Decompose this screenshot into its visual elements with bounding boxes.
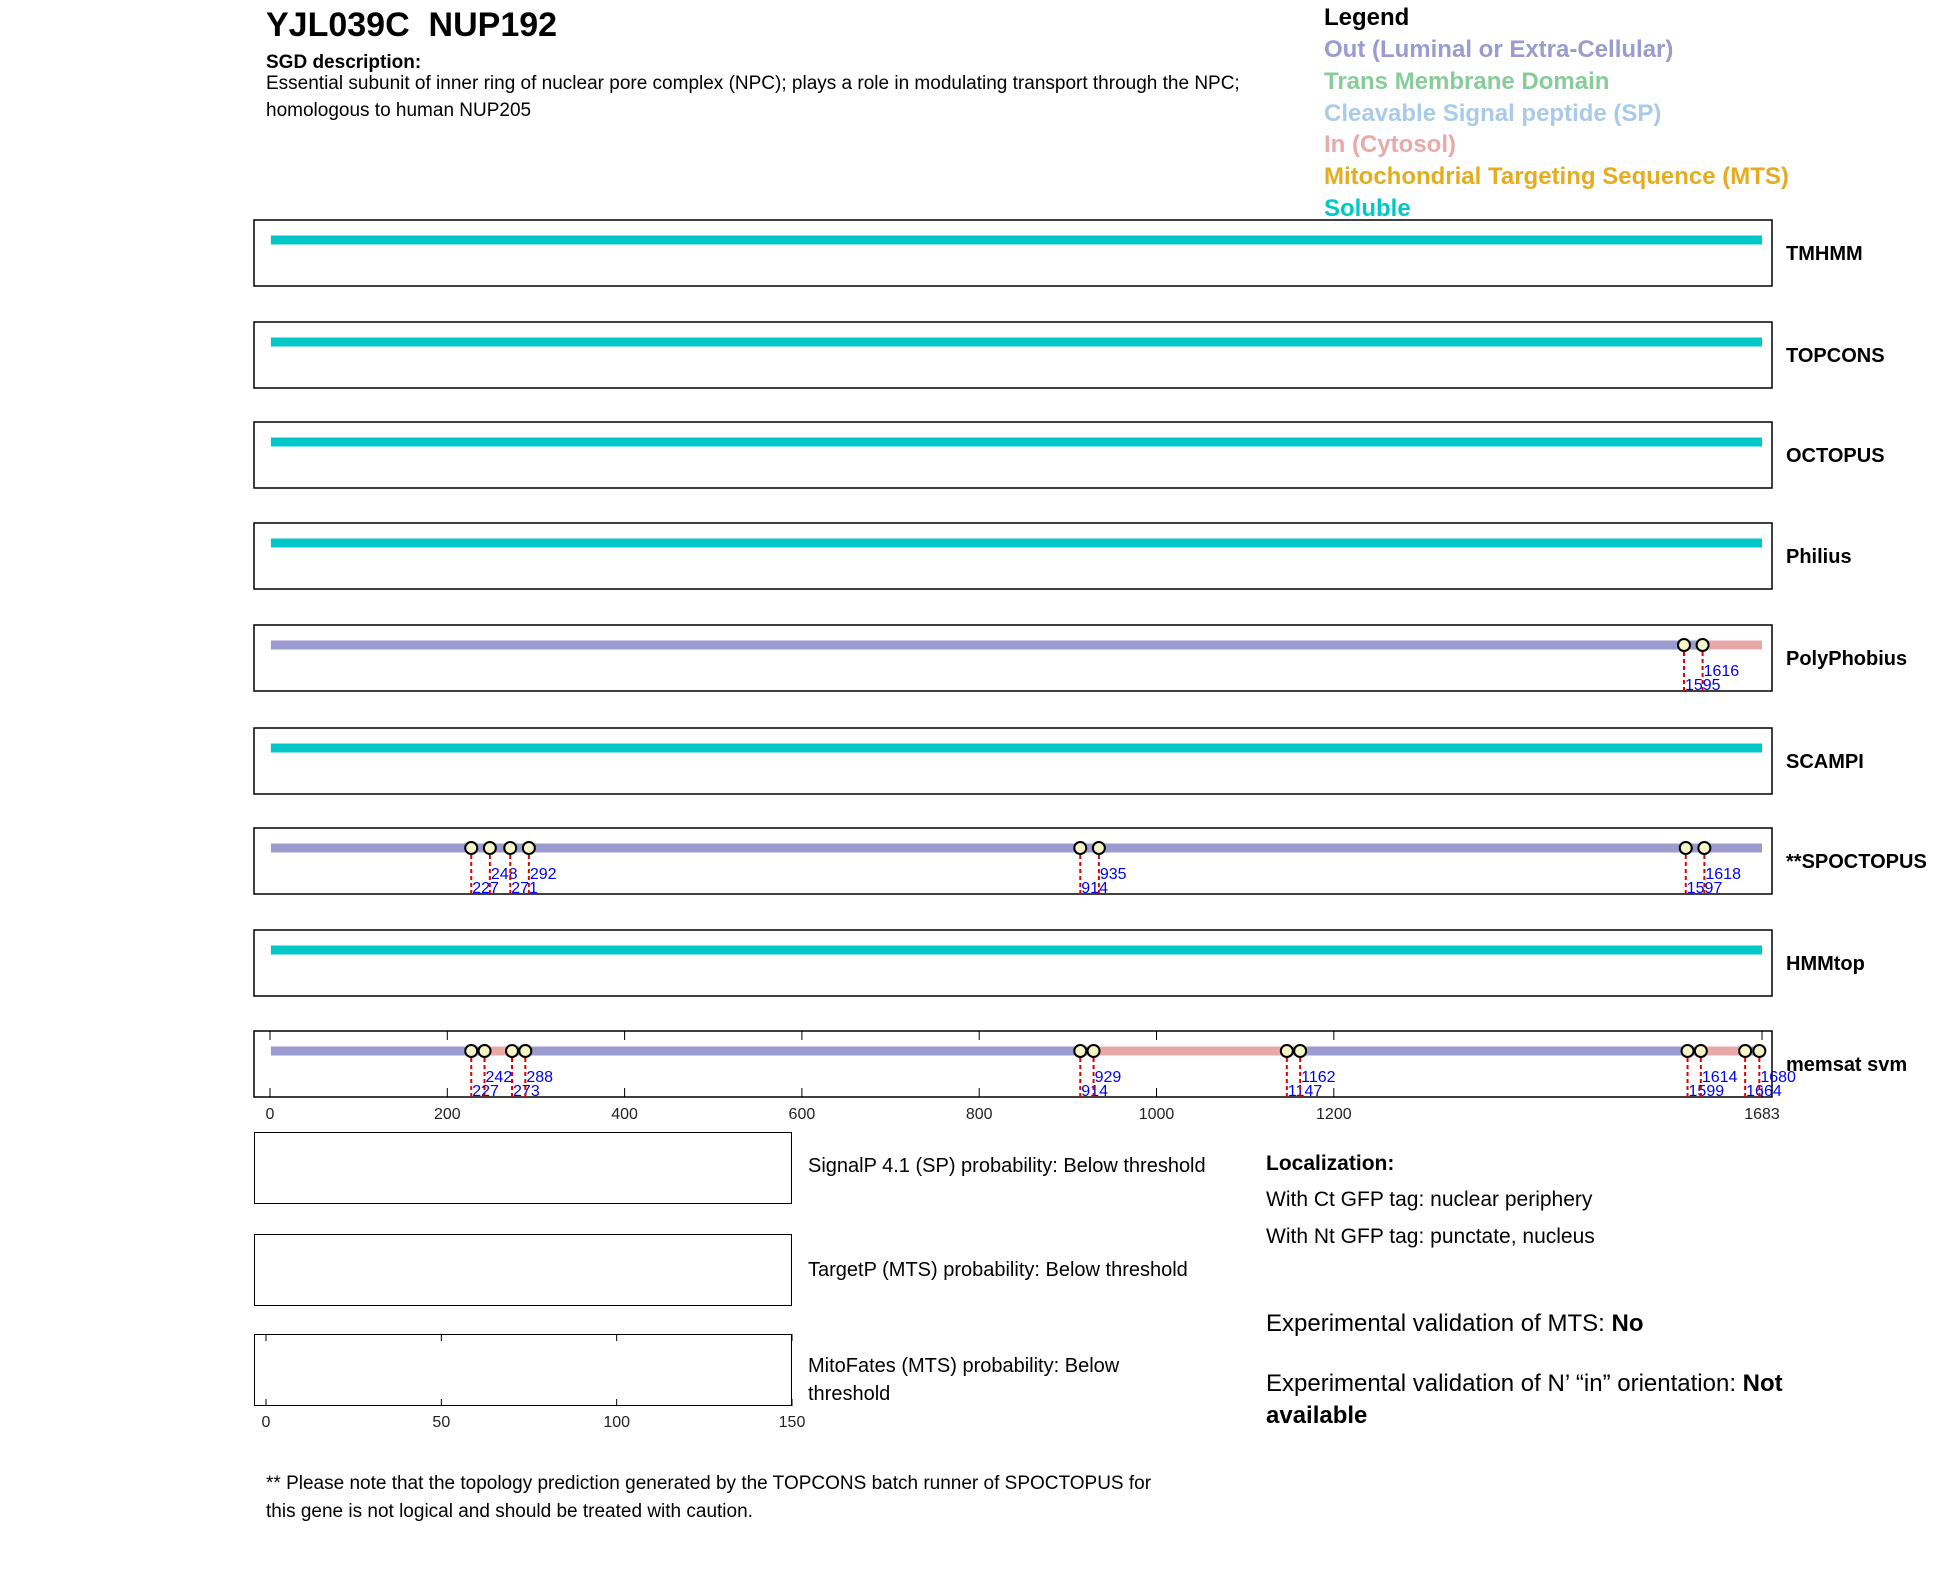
boundary-marker <box>1093 842 1105 854</box>
track-frame-topcons <box>254 322 1772 388</box>
track-label-hmmtop: HMMtop <box>1786 953 1865 975</box>
targetp-plot <box>254 1234 792 1306</box>
track-label-polyphobius: PolyPhobius <box>1786 648 1908 670</box>
boundary-marker <box>523 842 535 854</box>
track-label-tmhmm: TMHMM <box>1786 243 1863 265</box>
mitofates-text-line2: threshold <box>808 1383 891 1405</box>
boundary-marker <box>1074 1045 1086 1057</box>
boundary-label: 1616 <box>1703 663 1740 680</box>
boundary-marker <box>506 1045 518 1057</box>
boundary-label: 273 <box>513 1083 540 1100</box>
boundary-marker <box>1682 1045 1694 1057</box>
boundary-label: 935 <box>1099 866 1127 883</box>
x-tick-label: 600 <box>788 1106 816 1123</box>
boundary-label: 1614 <box>1701 1069 1738 1086</box>
signalp-plot <box>254 1132 792 1204</box>
legend-item-in: In (Cytosol) <box>1324 131 1456 158</box>
experimental-mts-value: No <box>1611 1310 1644 1337</box>
boundary-label: 288 <box>526 1069 554 1086</box>
boundary-label: 248 <box>490 866 518 883</box>
mitofates-text-line1: MitoFates (MTS) probability: Below <box>808 1355 1120 1377</box>
boundary-label: 242 <box>485 1069 513 1086</box>
legend-item-sp: Cleavable Signal peptide (SP) <box>1324 100 1662 127</box>
prob-tick-label: 100 <box>603 1414 631 1431</box>
experimental-mts-label: Experimental validation of MTS: <box>1266 1310 1612 1337</box>
track-label-philius: Philius <box>1786 546 1852 568</box>
signalp-text: SignalP 4.1 (SP) probability: Below threshold <box>808 1155 1206 1177</box>
track-frame-tmhmm <box>254 220 1772 286</box>
legend-item-tm: Trans Membrane Domain <box>1324 68 1610 95</box>
track-label-octopus: OCTOPUS <box>1786 445 1885 467</box>
boundary-marker <box>479 1045 491 1057</box>
legend-title: Legend <box>1324 4 1410 31</box>
track-label-memsat-svm: memsat svm <box>1786 1054 1908 1076</box>
boundary-marker <box>1739 1045 1751 1057</box>
prob-tick-label: 150 <box>778 1414 806 1431</box>
boundary-label: 914 <box>1081 1083 1108 1100</box>
boundary-marker <box>1753 1045 1765 1057</box>
gene-title: YJL039C NUP192 <box>266 6 558 44</box>
boundary-marker <box>1281 1045 1293 1057</box>
legend-item-out: Out (Luminal or Extra-Cellular) <box>1324 36 1674 63</box>
boundary-label: 929 <box>1094 1069 1122 1086</box>
boundary-label: 271 <box>511 880 538 897</box>
boundary-marker <box>1680 842 1692 854</box>
boundary-label: 1162 <box>1301 1069 1336 1086</box>
localization-ct: With Ct GFP tag: nuclear periphery <box>1266 1188 1593 1211</box>
localization-title: Localization: <box>1266 1152 1395 1175</box>
boundary-marker <box>1294 1045 1306 1057</box>
boundary-marker <box>1074 842 1086 854</box>
x-tick-label: 1000 <box>1138 1106 1175 1123</box>
localization-nt: With Nt GFP tag: punctate, nucleus <box>1266 1225 1595 1248</box>
boundary-marker <box>484 842 496 854</box>
track-frame-scampi <box>254 728 1772 794</box>
boundary-label: 1680 <box>1760 1069 1796 1086</box>
sgd-description-label: SGD description: <box>266 52 422 73</box>
boundary-label: 914 <box>1081 880 1108 897</box>
prob-tick-label: 0 <box>261 1414 271 1431</box>
boundary-marker <box>1678 639 1690 651</box>
boundary-label: 1599 <box>1688 1083 1725 1100</box>
boundary-label: 1595 <box>1684 677 1721 694</box>
legend-item-soluble: Soluble <box>1324 195 1411 222</box>
boundary-marker <box>1698 842 1710 854</box>
boundary-marker <box>1088 1045 1100 1057</box>
boundary-label: 1664 <box>1746 1083 1782 1100</box>
track-label-topcons: TOPCONS <box>1786 345 1885 367</box>
x-tick-label: 400 <box>611 1106 638 1123</box>
boundary-marker <box>519 1045 531 1057</box>
track-frame-octopus <box>254 422 1772 488</box>
boundary-marker <box>504 842 516 854</box>
footnote: ** Please note that the topology prediction generated by the TOPCONS batch runner of SPOCTOPUS for this gene is not logical and should be treated with caution. <box>266 1473 1152 1522</box>
track-frame-philius <box>254 523 1772 589</box>
track-label-spoctopus: **SPOCTOPUS <box>1786 851 1927 873</box>
x-tick-label: 1683 <box>1744 1106 1780 1123</box>
x-tick-label: 0 <box>265 1106 275 1123</box>
mitofates-axis <box>254 1334 814 1434</box>
x-tick-label: 200 <box>433 1106 461 1123</box>
x-tick-label: 1200 <box>1316 1106 1352 1123</box>
boundary-label: 1618 <box>1705 866 1741 883</box>
experimental-orientation-value: Not available <box>1266 1370 1783 1429</box>
boundary-label: 1147 <box>1287 1083 1323 1100</box>
targetp-text: TargetP (MTS) probability: Below threshold <box>808 1259 1188 1281</box>
legend-item-mts: Mitochondrial Targeting Sequence (MTS) <box>1324 163 1789 190</box>
boundary-marker <box>1697 639 1709 651</box>
track-frame-hmmtop <box>254 930 1772 996</box>
boundary-marker <box>1695 1045 1707 1057</box>
experimental-mts <box>1266 1308 1826 1340</box>
experimental-orientation-label: Experimental validation of N’ “in” orientation: <box>1266 1370 1743 1397</box>
boundary-label: 227 <box>472 1083 499 1100</box>
boundary-label: 227 <box>472 880 499 897</box>
track-label-scampi: SCAMPI <box>1786 751 1864 773</box>
boundary-marker <box>465 842 477 854</box>
boundary-label: 292 <box>529 866 557 883</box>
x-tick-label: 800 <box>965 1106 993 1123</box>
prob-tick-label: 50 <box>432 1414 451 1431</box>
experimental-orientation <box>1266 1368 1826 1432</box>
sgd-description-text: Essential subunit of inner ring of nuclear pore complex (NPC); plays a role in modulating transport through the NPC; homologous to human NUP205 <box>266 73 1240 121</box>
boundary-label: 1597 <box>1686 880 1723 897</box>
track-frame-polyphobius <box>254 625 1772 691</box>
boundary-marker <box>465 1045 477 1057</box>
